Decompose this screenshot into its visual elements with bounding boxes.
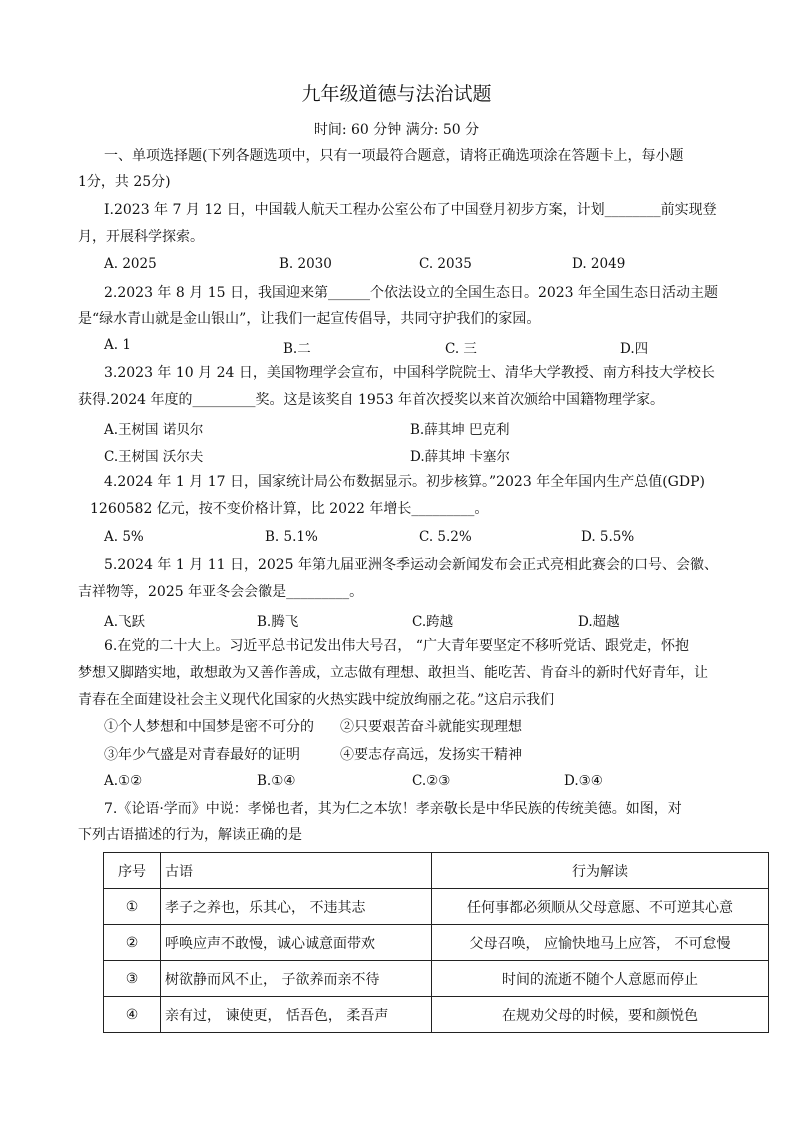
question-5-cont: 吉祥物等，2025 年亚冬会会徽是_________。 bbox=[78, 584, 364, 600]
q4-option-d: D. 5.5% bbox=[581, 529, 635, 545]
row-interpretation: 时间的流逝不随个人意愿而停止 bbox=[432, 961, 769, 997]
row-proverb: 孝子之养也，乐其心， 不违其志 bbox=[161, 889, 432, 925]
exam-info: 时间: 60 分钟 满分: 50 分 bbox=[313, 122, 480, 138]
question-2: 2.2023 年 8 月 15 日，我国迎来第______个依法设立的全国生态日。2023 年全国生态日活动主题 bbox=[104, 285, 719, 301]
table-header-row bbox=[104, 853, 769, 889]
section-heading: 一、单项选择题(下列各题选项中，只有一项最符合题意，请将正确选项涂在答题卡上，每小题 bbox=[104, 148, 684, 164]
q2-option-d: D.四 bbox=[620, 341, 649, 357]
row-number: ③ bbox=[104, 961, 161, 997]
question-4-cont: 1260582 亿元，按不变价格计算，比 2022 年增长_________。 bbox=[90, 501, 489, 517]
q3-option-b: B.薛其坤 巴克利 bbox=[410, 422, 510, 438]
col-header-interpretation: 行为解读 bbox=[432, 853, 769, 889]
q2-option-b: B.二 bbox=[283, 341, 311, 357]
q1-option-d: D. 2049 bbox=[572, 256, 626, 272]
q4-option-b: B. 5.1% bbox=[265, 529, 318, 545]
q6-option-c: C.②③ bbox=[412, 773, 451, 789]
q1-option-b: B. 2030 bbox=[279, 256, 332, 272]
table-row bbox=[104, 997, 769, 1033]
q6-statement-3: ③年少气盛是对青春最好的证明 bbox=[104, 747, 300, 763]
q5-option-c: C.跨越 bbox=[412, 614, 454, 630]
question-3: 3.2023 年 10 月 24 日，美国物理学会宣布，中国科学院院士、清华大学教授、南方科技大学校长 bbox=[104, 365, 715, 381]
q6-statement-1: ①个人梦想和中国梦是密不可分的 bbox=[104, 719, 314, 735]
table-row bbox=[104, 925, 769, 961]
proverb-table bbox=[103, 852, 769, 1033]
q3-option-c: C.王树国 沃尔夫 bbox=[104, 449, 204, 465]
row-proverb: 亲有过， 谏使更， 恬吾色， 柔吾声 bbox=[161, 997, 432, 1033]
q5-option-d: D.超越 bbox=[578, 614, 620, 630]
question-2-cont: 是“绿水青山就是金山银山”，让我们一起宣传倡导，共同守护我们的家园。 bbox=[78, 311, 541, 327]
q6-option-b: B.①④ bbox=[257, 773, 296, 789]
question-3-cont: 获得.2024 年度的_________奖。这是该奖自 1953 年首次授奖以来首次颁给中国籍物理学家。 bbox=[78, 392, 665, 408]
question-6-cont-2: 青春在全面建设社会主义现代化国家的火热实践中绽放绚丽之花。”这启示我们 bbox=[78, 692, 555, 708]
col-header-proverb: 古语 bbox=[161, 853, 432, 889]
row-proverb: 呼唤应声不敢慢，诚心诚意面带欢 bbox=[161, 925, 432, 961]
question-6: 6.在党的二十大上。习近平总书记发出伟大号召， “广大青年要坚定不移听党话、跟党走，怀抱 bbox=[104, 638, 689, 654]
row-interpretation: 在规劝父母的时候，要和颜悦色 bbox=[432, 997, 769, 1033]
q3-option-d: D.薛其坤 卡塞尔 bbox=[410, 449, 510, 465]
section-heading-cont: 1分，共 25分) bbox=[78, 174, 171, 190]
q1-option-c: C. 2035 bbox=[419, 256, 472, 272]
table-row bbox=[104, 889, 769, 925]
q6-statement-4: ④要志存高远，发扬实干精神 bbox=[340, 747, 522, 763]
q5-option-a: A.飞跃 bbox=[104, 614, 146, 630]
row-interpretation: 父母召唤， 应愉快地马上应答， 不可怠慢 bbox=[432, 925, 769, 961]
row-number: ① bbox=[104, 889, 161, 925]
row-interpretation: 任何事都必须顺从父母意愿、不可逆其心意 bbox=[432, 889, 769, 925]
page-title: 九年级道德与法治试题 bbox=[301, 83, 492, 105]
col-header-number: 序号 bbox=[104, 853, 161, 889]
question-1-cont: 月，开展科学探索。 bbox=[78, 229, 204, 245]
question-1: I.2023 年 7 月 12 日，中国载人航天工程办公室公布了中国登月初步方案，计划________前实现登 bbox=[104, 202, 717, 218]
q2-option-a: A. 1 bbox=[104, 337, 131, 353]
q6-option-a: A.①② bbox=[104, 773, 143, 789]
question-7: 7.《论语·学而》中说：孝悌也者，其为仁之本欤！孝亲敬长是中华民族的传统美德。如图，对 bbox=[104, 801, 682, 817]
row-number: ④ bbox=[104, 997, 161, 1033]
row-number: ② bbox=[104, 925, 161, 961]
q1-option-a: A. 2025 bbox=[104, 256, 157, 272]
question-6-cont-1: 梦想又脚踏实地，敢想敢为又善作善成，立志做有理想、敢担当、能吃苦、肯奋斗的新时代好青年，让 bbox=[78, 665, 708, 681]
q4-option-c: C. 5.2% bbox=[419, 529, 472, 545]
row-proverb: 树欲静而风不止， 子欲养而亲不待 bbox=[161, 961, 432, 997]
q5-option-b: B.腾飞 bbox=[257, 614, 299, 630]
table-row bbox=[104, 961, 769, 997]
question-7-cont: 下列古语描述的行为，解读正确的是 bbox=[78, 827, 302, 843]
question-5: 5.2024 年 1 月 11 日，2025 年第九届亚洲冬季运动会新闻发布会正式亮相此赛会的口号、会徽、 bbox=[104, 557, 719, 573]
question-4: 4.2024 年 1 月 17 日，国家统计局公布数据显示。初步核算。”2023 年全年国内生产总值(GDP) bbox=[104, 474, 705, 490]
q2-option-c: C. 三 bbox=[445, 341, 477, 357]
q6-option-d: D.③④ bbox=[564, 773, 603, 789]
q4-option-a: A. 5% bbox=[104, 529, 144, 545]
q3-option-a: A.王树国 诺贝尔 bbox=[104, 422, 204, 438]
q6-statement-2: ②只要艰苦奋斗就能实现理想 bbox=[340, 719, 522, 735]
